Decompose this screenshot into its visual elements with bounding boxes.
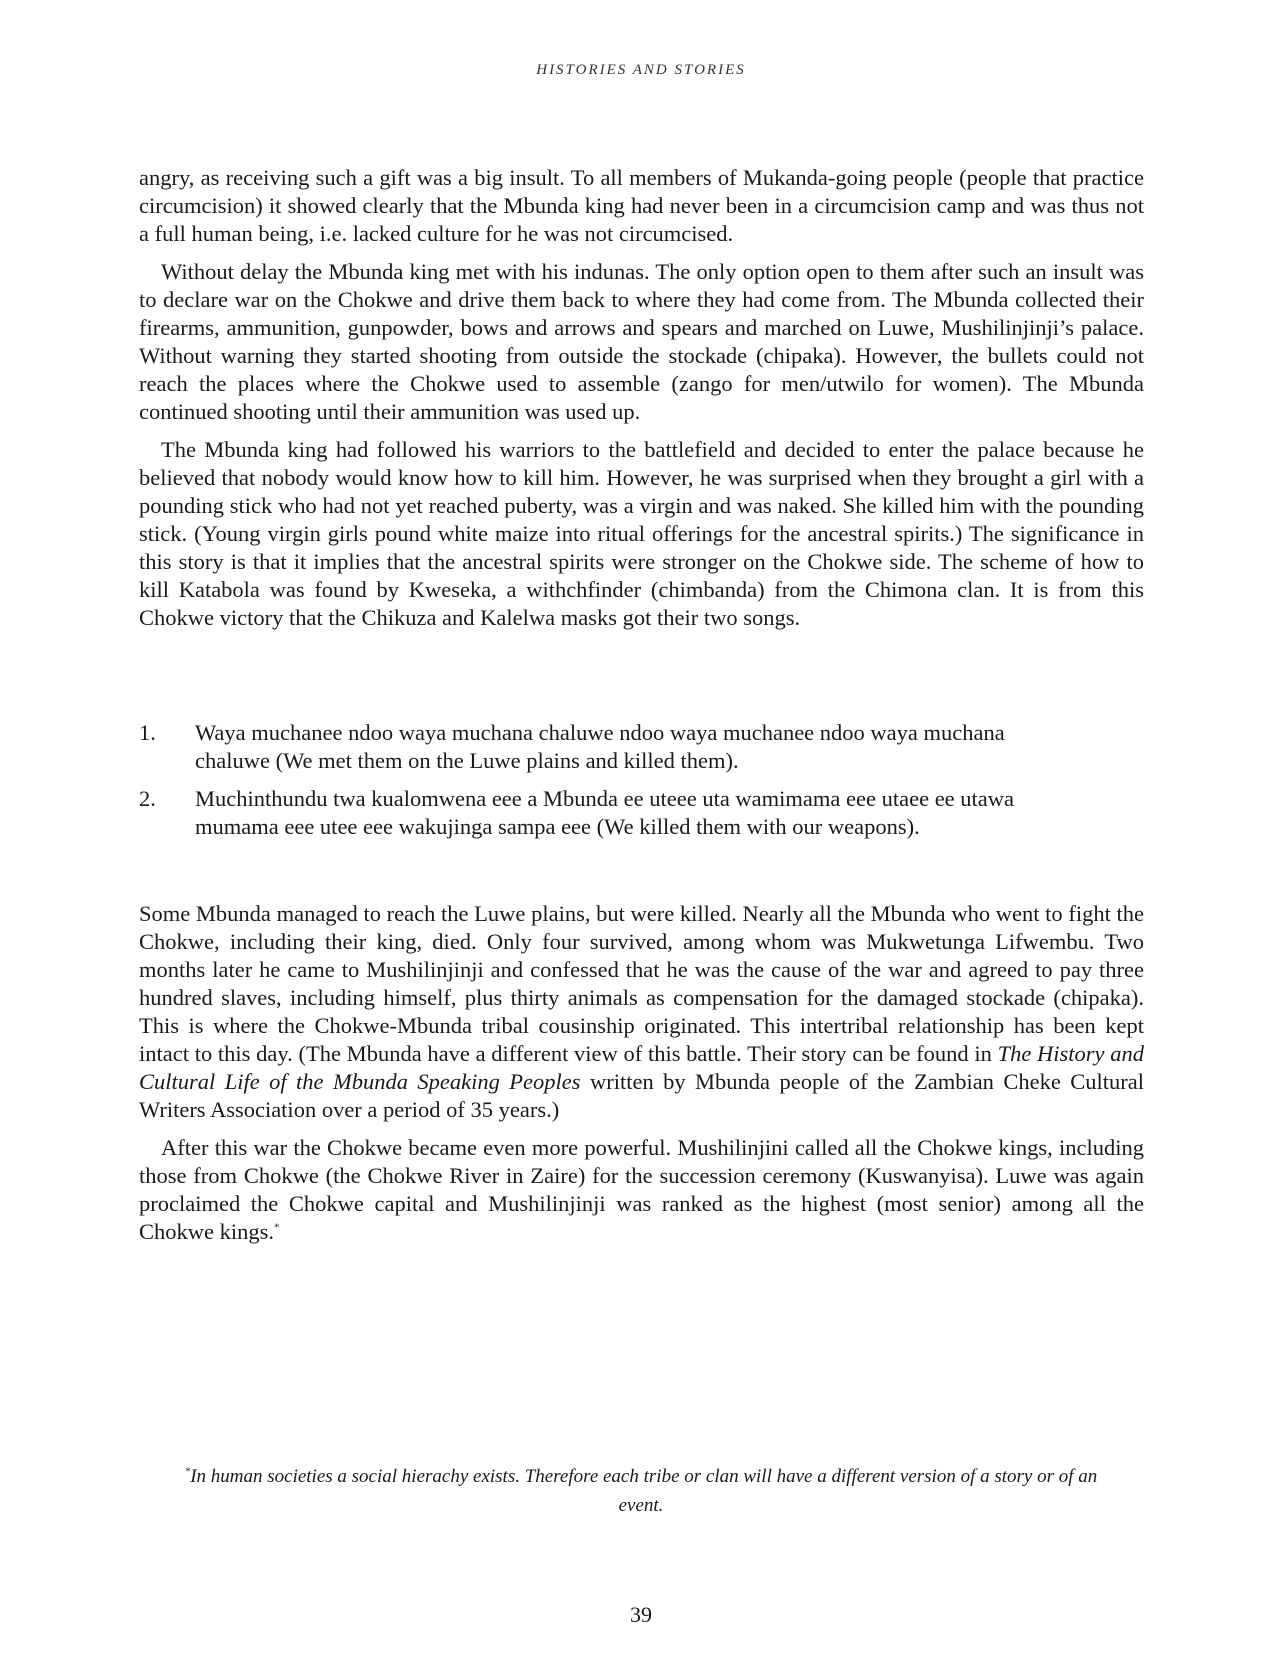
paragraph (139, 900, 1144, 1124)
paragraph-text: Some Mbunda managed to reach the Luwe plains, but were killed. Nearly all the Mbunda who went to fight the Chokwe, including their king, died. Only four survived, among whom was Mukwetunga Lifwembu. Two months later he came to Mushilinjinji and confessed that he was the cause of the war and agreed to pay three hundred slaves, including himself, plus thirty animals as compensation for the damaged stockade (chipaka). This is where the Chokwe-Mbunda tribal cousinship originated. This intertribal relationship has been kept intact to this day. (The Mbunda have a different view of this battle. Their story can be found in (139, 901, 1144, 1066)
paragraph-text: written by Mbunda people of the Zambian Cheke Cultural Writers Association over a period of 35 years.) (139, 1069, 1145, 1122)
paragraph: The Mbunda king had followed his warriors to the battlefield and decided to enter the palace because he believed that nobody would know how to kill him. However, he was surprised when they brought a girl with a pounding stick who had not yet reached puberty, was a virgin and was naked. She killed him with the pounding stick. (Young virgin girls pound white maize into ritual offerings for the ancestral spirits.) The significance in this story is that it implies that the ancestral spirits were stronger on the Chokwe side. The scheme of how to kill Katabola was found by Kweseka, a withchfinder (chimbanda) from the Chimona clan. It is from this Chokwe victory that the Chikuza and Kalelwa masks got their two songs. (139, 437, 1144, 630)
list-item (139, 719, 1144, 775)
footnote (160, 1462, 1122, 1520)
list-item-text: Waya muchanee ndoo waya muchana chaluwe ndoo waya muchanee ndoo waya muchana chaluwe (We met them on the Luwe plains and killed them). (195, 720, 1005, 773)
footnote-marker: * (184, 1465, 191, 1478)
running-head: HISTORIES AND STORIES (536, 62, 746, 78)
footnote-marker: * (274, 1221, 280, 1234)
footnote-text: In human societies a social hierachy exists. Therefore each tribe or clan will have a different version of a story or of an event. (190, 1466, 1098, 1516)
list-item (139, 785, 1144, 841)
paragraph (139, 1134, 1144, 1246)
paragraph: Without delay the Mbunda king met with his indunas. The only option open to them after such an insult was to declare war on the Chokwe and drive them back to where they had come from. The Mbunda collected their firearms, ammunition, gunpowder, bows and arrows and spears and marched on Luwe, Mushilinjinji’s palace. Without warning they started shooting from outside the stockade (chipaka). However, the bullets could not reach the places where the Chokwe used to assemble (zango for men/utwilo for women). The Mbunda continued shooting until their ammunition was used up. (139, 259, 1144, 424)
list-item-number: 2. (139, 786, 156, 811)
list-item-number: 1. (139, 720, 156, 745)
body-text-upper (139, 164, 1144, 642)
book-title: The History and Cultural Life of the Mbunda Speaking Peoples (139, 1041, 1144, 1094)
paragraph-text: After this war the Chokwe became even more powerful. Mushilinjini called all the Chokwe kings, including those from Chokwe (the Chokwe River in Zaire) for the succession ceremony (Kuswanyisa). Luwe was again proclaimed the Chokwe capital and Mushilinjinji was ranked as the highest (most senior) among all the Chokwe kings. (139, 1135, 1144, 1244)
body-text-lower (139, 900, 1144, 1256)
list-item-text: Muchinthundu twa kualomwena eee a Mbunda ee uteee uta wamimama eee utaee ee utawa mumama eee utee eee wakujinga sampa eee (We killed them with our weapons). (195, 786, 1015, 839)
page-number: 39 (630, 1602, 652, 1627)
song-list (139, 719, 1144, 851)
paragraph: angry, as receiving such a gift was a big insult. To all members of Mukanda-going people (people that practice circumcision) it showed clearly that the Mbunda king had never been in a circumcision camp and was thus not a full human being, i.e. lacked culture for he was not circumcised. (139, 165, 1144, 246)
